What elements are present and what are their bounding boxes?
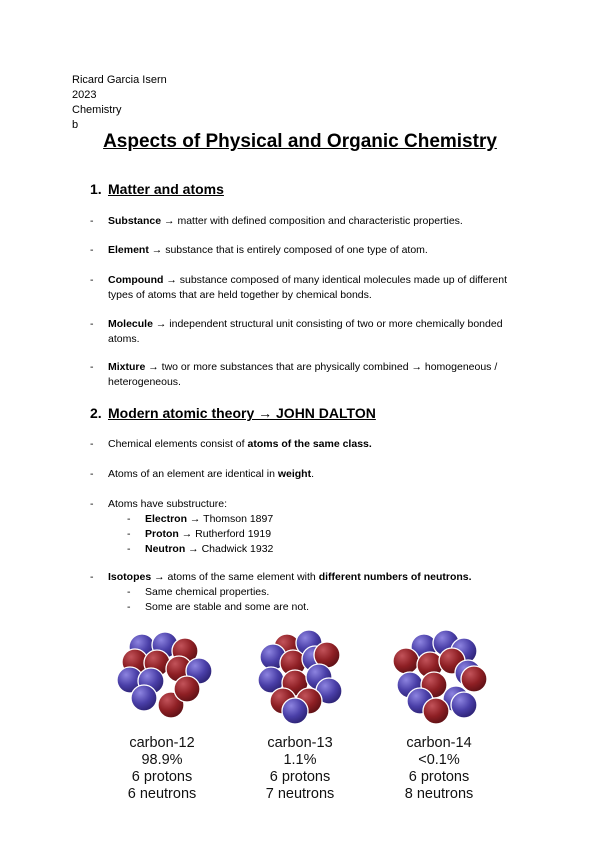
proton-count: 6 protons (131, 769, 193, 785)
isotope-name: carbon-12 (129, 735, 195, 751)
definition: → Rutherford 1919 (178, 528, 272, 540)
isotope-caption (225, 735, 375, 803)
bullet-dash: - (90, 274, 94, 286)
list-item-isotopes (90, 570, 530, 585)
text-end: . (311, 468, 315, 480)
bullet-dash: - (90, 438, 94, 450)
list-item-mixture (90, 360, 530, 390)
sub-item-electron (127, 512, 273, 527)
section-heading-matter (90, 181, 224, 197)
sub-item-same-properties (127, 585, 269, 600)
section-title: Matter and atoms (108, 181, 224, 197)
nucleus-carbon-12 (87, 625, 237, 729)
proton-particle (393, 648, 419, 674)
bold-text: different numbers of neutrons. (318, 571, 472, 583)
isotope-abundance: <0.1% (418, 752, 460, 768)
definition: → matter with defined composition and characteristic properties. (161, 215, 463, 227)
sub-item-stability (127, 600, 309, 615)
term: Electron (145, 513, 188, 525)
sub-text: Some are stable and some are not. (145, 601, 310, 613)
bullet-dash: - (90, 244, 94, 256)
term: Mixture (108, 361, 146, 373)
definition: → substance that is entirely composed of one type of atom. (148, 244, 428, 256)
bullet-dash: - (127, 601, 131, 613)
list-item-compound (90, 273, 530, 303)
sub-item-neutron (127, 542, 273, 557)
bullet-dash: - (90, 215, 94, 227)
definition: → Thomson 1897 (187, 513, 274, 525)
section-title: Modern atomic theory → JOHN DALTON (108, 405, 376, 421)
bullet-dash: - (127, 586, 131, 598)
subject: Chemistry (72, 104, 122, 116)
bullet-dash: - (90, 468, 94, 480)
bullet-dash: - (90, 498, 94, 510)
year: 2023 (72, 89, 97, 101)
proton-particle (461, 666, 487, 692)
definition: → substance composed of many identical molecules made up of different types of atoms that are held together by chemical bonds. (108, 274, 507, 301)
term: Element (108, 244, 149, 256)
isotope-abundance: 98.9% (141, 752, 183, 768)
bullet-dash: - (90, 318, 94, 330)
term: Isotopes (108, 571, 152, 583)
neutron-particle (451, 692, 477, 718)
definition: → two or more substances that are physically combined → homogeneous / heterogeneous. (108, 361, 498, 388)
bullet-dash: - (127, 543, 131, 555)
isotope-name: carbon-13 (267, 735, 333, 751)
isotope-carbon-13 (225, 625, 375, 802)
list-item-molecule (90, 317, 530, 347)
text: Atoms have substructure: (108, 498, 228, 510)
proton-particle (423, 698, 449, 724)
term: Neutron (145, 543, 186, 555)
isotope-abundance: 1.1% (283, 752, 317, 768)
isotope-carbon-14 (364, 625, 514, 802)
bold-text: atoms of the same class. (247, 438, 372, 450)
list-item-atom-weight (90, 467, 530, 482)
proton-count: 6 protons (408, 769, 470, 785)
neutron-particle (282, 698, 308, 724)
carbon-isotopes-figure (0, 625, 600, 815)
text: Chemical elements consist of (108, 438, 248, 450)
section-heading-atomic-theory (90, 405, 376, 421)
author-name: Ricard Garcia Isern (72, 74, 167, 86)
bullet-dash: - (90, 571, 94, 583)
bullet-dash: - (127, 513, 131, 525)
nucleus-carbon-13 (225, 625, 375, 729)
term: Proton (145, 528, 179, 540)
nucleus-carbon-14 (364, 625, 514, 729)
isotope-caption (87, 735, 237, 803)
term: Substance (108, 215, 162, 227)
header-block (72, 73, 167, 133)
group: b (72, 119, 79, 131)
section-number: 1. (90, 181, 102, 197)
proton-particle (174, 676, 200, 702)
proton-count: 6 protons (269, 769, 331, 785)
sub-text: Same chemical properties. (145, 586, 270, 598)
term: Compound (108, 274, 164, 286)
term: Molecule (108, 318, 153, 330)
neutron-count: 6 neutrons (127, 786, 197, 802)
section-number: 2. (90, 405, 102, 421)
isotope-carbon-12 (87, 625, 237, 802)
list-item-chemical-elements (90, 437, 530, 452)
list-item-substructure (90, 497, 530, 512)
list-item-element (90, 243, 530, 258)
isotope-caption (364, 735, 514, 803)
bullet-dash: - (127, 528, 131, 540)
definition: → independent structural unit consisting of two or more chemically bonded atoms. (108, 318, 503, 345)
page-title: Aspects of Physical and Organic Chemistry (103, 131, 497, 152)
neutron-count: 7 neutrons (265, 786, 335, 802)
isotope-name: carbon-14 (406, 735, 472, 751)
text: Atoms of an element are identical in (108, 468, 278, 480)
definition: → Chadwick 1932 (185, 543, 274, 555)
text: → atoms of the same element with (151, 571, 319, 583)
bullet-dash: - (90, 361, 94, 373)
bold-text: weight (277, 468, 312, 480)
neutron-count: 8 neutrons (404, 786, 474, 802)
sub-item-proton (127, 527, 271, 542)
list-item-substance (90, 214, 530, 229)
neutron-particle (131, 685, 157, 711)
